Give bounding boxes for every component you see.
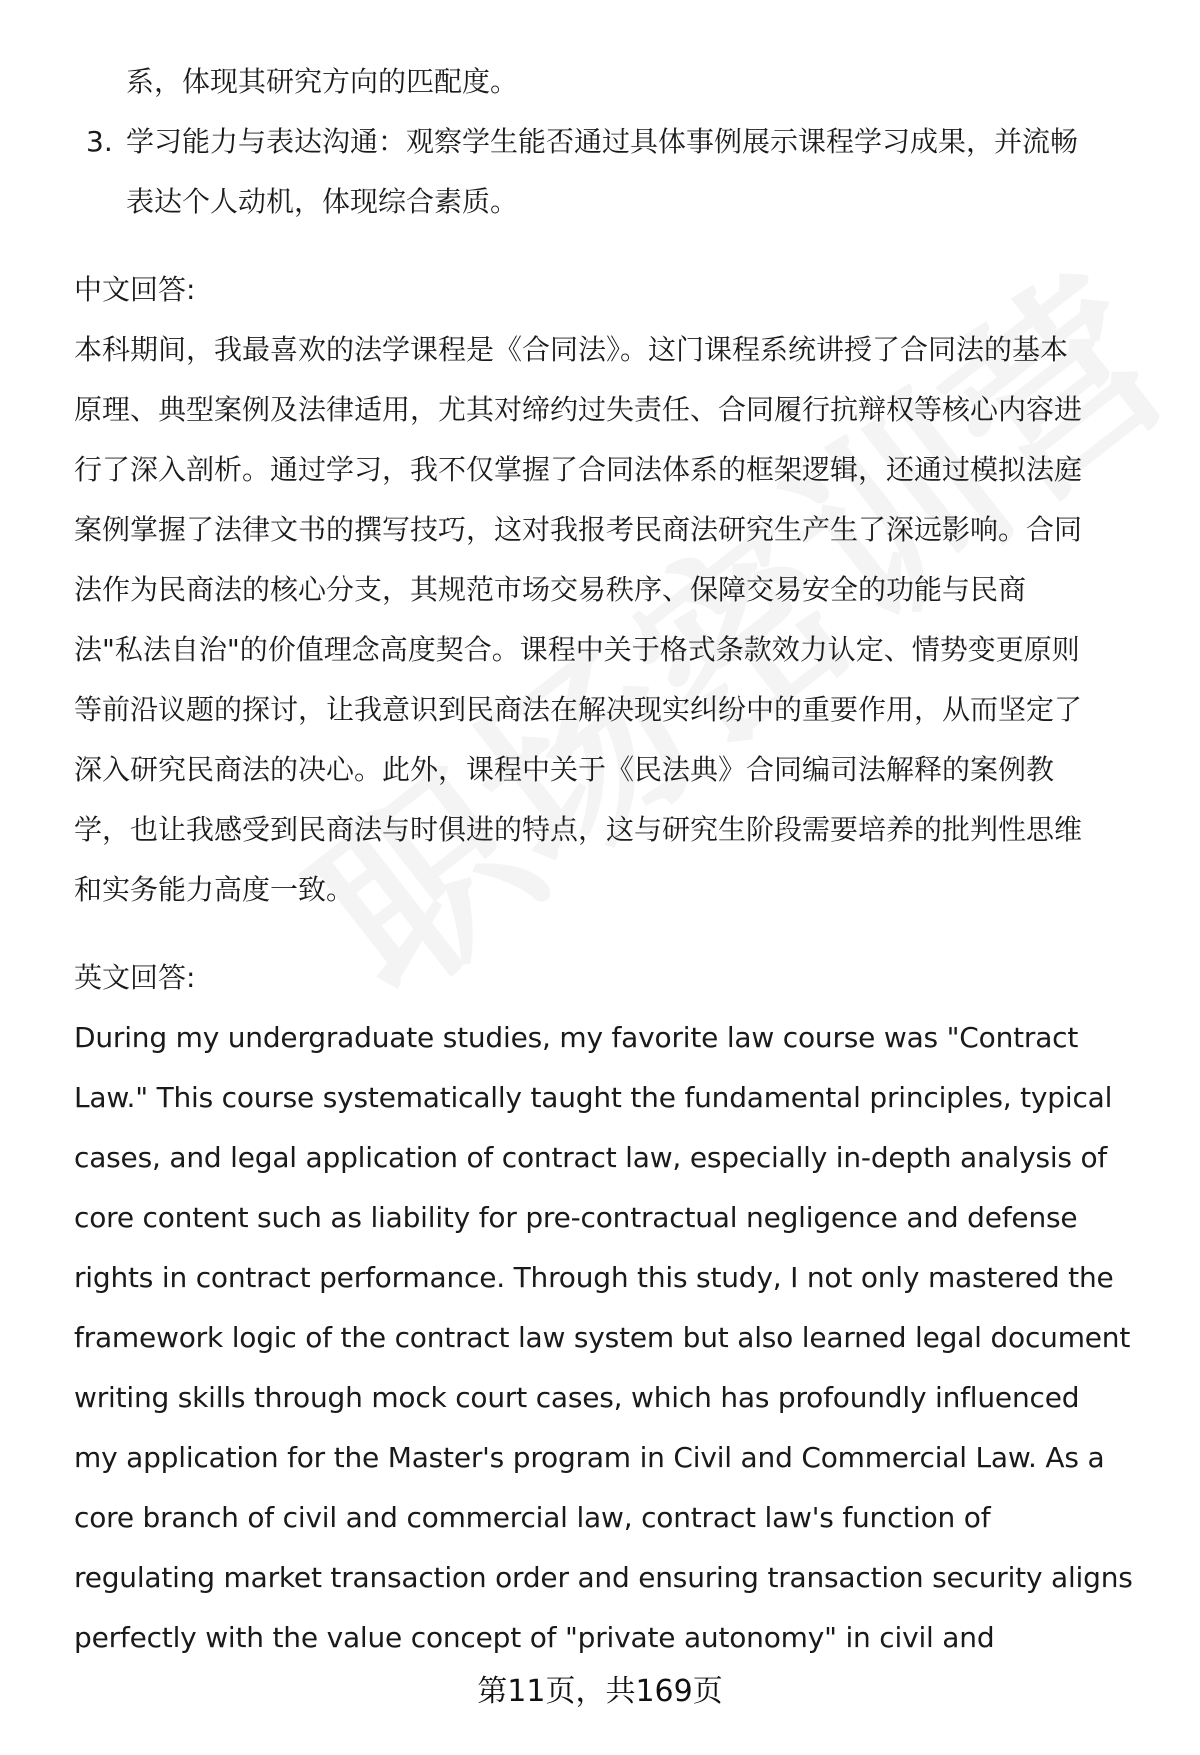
paragraph-line: During my undergraduate studies, my favorite law course was "Contract [74,1021,1079,1054]
paragraph-line: framework logic of the contract law system but also learned legal document [74,1321,1131,1354]
paragraph-line: cases, and legal application of contract law, especially in-depth analysis of [74,1141,1108,1174]
continued-item-line: 系，体现其研究方向的匹配度。 [126,65,519,98]
paragraph-line: 法作为民商法的核心分支，其规范市场交易秩序、保障交易安全的功能与民商 [74,573,1027,606]
chinese-answer-body [74,320,1160,920]
paragraph-line: regulating market transaction order and ensuring transaction security aligns [74,1561,1133,1594]
paragraph-line: perfectly with the value concept of "private autonomy" in civil and [74,1621,995,1654]
english-answer-body [74,1008,1160,1668]
paragraph-line: 和实务能力高度一致。 [74,873,355,906]
list-item-line: 学习能力与表达沟通：观察学生能否通过具体事例展示课程学习成果，并流畅 [126,125,1079,158]
paragraph-line: rights in contract performance. Through this study, I not only mastered the [74,1261,1114,1294]
list-item-line: 表达个人动机，体现综合素质。 [126,185,519,218]
paragraph-line: my application for the Master's program in Civil and Commercial Law. As a [74,1441,1105,1474]
list-item-3 [74,112,1160,232]
paragraph-line: 行了深入剖析。通过学习，我不仅掌握了合同法体系的框架逻辑，还通过模拟法庭 [74,453,1083,486]
chinese-answer-heading: 中文回答: [74,273,196,306]
paragraph-line: 深入研究民商法的决心。此外，课程中关于《民法典》合同编司法解释的案例教 [74,753,1055,786]
paragraph-line: core content such as liability for pre-contractual negligence and defense [74,1201,1078,1234]
paragraph-line: 案例掌握了法律文书的撰写技巧，这对我报考民商法研究生产生了深远影响。合同 [74,513,1083,546]
paragraph-line: 法"私法自治"的价值理念高度契合。课程中关于格式条款效力认定、情势变更原则 [74,633,1080,666]
paragraph-line: 学，也让我感受到民商法与时俱进的特点，这与研究生阶段需要培养的批判性思维 [74,813,1083,846]
paragraph-line: writing skills through mock court cases, which has profoundly influenced [74,1381,1080,1414]
paragraph-line: 等前沿议题的探讨，让我意识到民商法在解决现实纠纷中的重要作用，从而坚定了 [74,693,1083,726]
paragraph-line: Law." This course systematically taught the fundamental principles, typical [74,1081,1113,1114]
page-content [74,52,1160,1668]
english-answer-heading: 英文回答: [74,961,196,994]
page-number-footer: 第11页，共169页 [477,1674,723,1709]
paragraph-line: core branch of civil and commercial law, contract law's function of [74,1501,991,1534]
paragraph-line: 本科期间，我最喜欢的法学课程是《合同法》。这门课程系统讲授了合同法的基本 [74,333,1069,366]
paragraph-line: 原理、典型案例及法律适用，尤其对缔约过失责任、合同履行抗辩权等核心内容进 [74,393,1083,426]
list-item-number: 3. [86,125,113,158]
